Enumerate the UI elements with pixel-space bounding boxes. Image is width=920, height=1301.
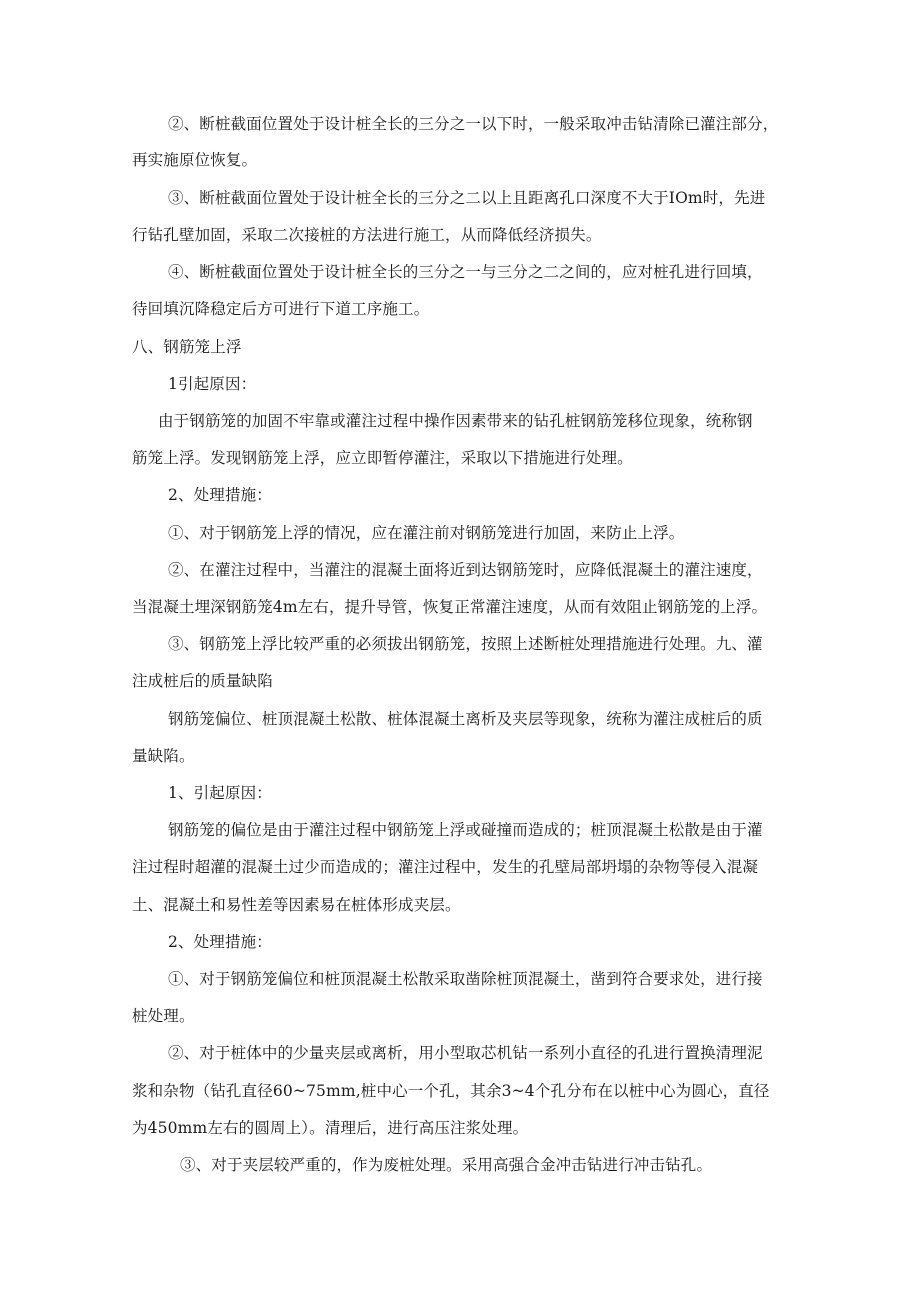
text-line: 钢筋笼偏位、桩顶混凝土松散、桩体混凝土离析及夹层等现象，统称为灌注成桩后的质 [168, 710, 763, 728]
text-line: 钢筋笼的偏位是由于灌注过程中钢筋笼上浮或碰撞而造成的；桩顶混凝土松散是由于灌 [168, 821, 763, 839]
text-line: 桩处理。 [132, 1007, 195, 1025]
text-line: ③、断桩截面位置处于设计桩全长的三分之二以上且距离孔口深度不大于IOm时，先进 [168, 189, 766, 207]
text-line: ②、在灌注过程中，当灌注的混凝土面将近到达钢筋笼时，应降低混凝土的灌注速度， [168, 561, 763, 579]
text-line: ③、对于夹层较严重的，作为废桩处理。采用高强合金冲击钻进行冲击钻孔。 [180, 1156, 713, 1174]
subheading: 1引起原因： [168, 375, 257, 393]
subheading: 2、处理措施： [168, 933, 272, 951]
section-heading: 八、钢筋笼上浮 [132, 338, 242, 356]
text-line: ①、对于钢筋笼偏位和桩顶混凝土松散采取凿除桩顶混凝土，凿到符合要求处，进行接 [168, 970, 763, 988]
text-line: 注过程时超灌的混凝土过少而造成的；灌注过程中，发生的孔壁局部坍塌的杂物等侵入混凝 [132, 858, 759, 876]
text-line: ④、断桩截面位置处于设计桩全长的三分之一与三分之二之间的，应对桩孔进行回填， [168, 263, 763, 281]
subheading: 2、处理措施： [168, 486, 272, 504]
text-line: 土、混凝土和易性差等因素易在桩体形成夹层。 [132, 896, 461, 914]
text-line: 再实施原位恢复。 [132, 151, 258, 169]
text-line: 当混凝土埋深钢筋笼4m左右，提升导管，恢复正常灌注速度，从而有效阻止钢筋笼的上浮。 [132, 598, 768, 616]
text-line: 行钻孔壁加固，采取二次接桩的方法进行施工，从而降低经济损失。 [132, 226, 602, 244]
text-line: 待回填沉降稳定后方可进行下道工序施工。 [132, 300, 430, 318]
text-line: 浆和杂物（钻孔直径60~75mm,桩中心一个孔，其余3~4个孔分布在以桩中心为圆心，直径 [132, 1082, 770, 1100]
text-line: ①、对于钢筋笼上浮的情况，应在灌注前对钢筋笼进行加固，来防止上浮。 [168, 524, 685, 542]
text-line: 为450mm左右的圆周上）。清理后，进行高压注浆处理。 [132, 1119, 529, 1137]
text-line: ②、对于桩体中的少量夹层或离析，用小型取芯机钻一系列小直径的孔进行置换清理泥 [168, 1044, 763, 1062]
text-line: 量缺陷。 [132, 747, 195, 765]
subheading: 1、引起原因： [168, 784, 272, 802]
text-line: 筋笼上浮。发现钢筋笼上浮，应立即暂停灌注，采取以下措施进行处理。 [132, 449, 633, 467]
text-line: 注成桩后的质量缺陷 [132, 672, 273, 690]
text-line: ③、钢筋笼上浮比较严重的必须拔出钢筋笼，按照上述断桩处理措施进行处理。九、灌 [168, 635, 763, 653]
text-line: ②、断桩截面位置处于设计桩全长的三分之一以下时，一般采取冲击钻清除已灌注部分， [168, 115, 779, 133]
text-line: 由于钢筋笼的加固不牢靠或灌注过程中操作因素带来的钻孔桩钢筋笼移位现象，统称钢 [158, 412, 753, 430]
